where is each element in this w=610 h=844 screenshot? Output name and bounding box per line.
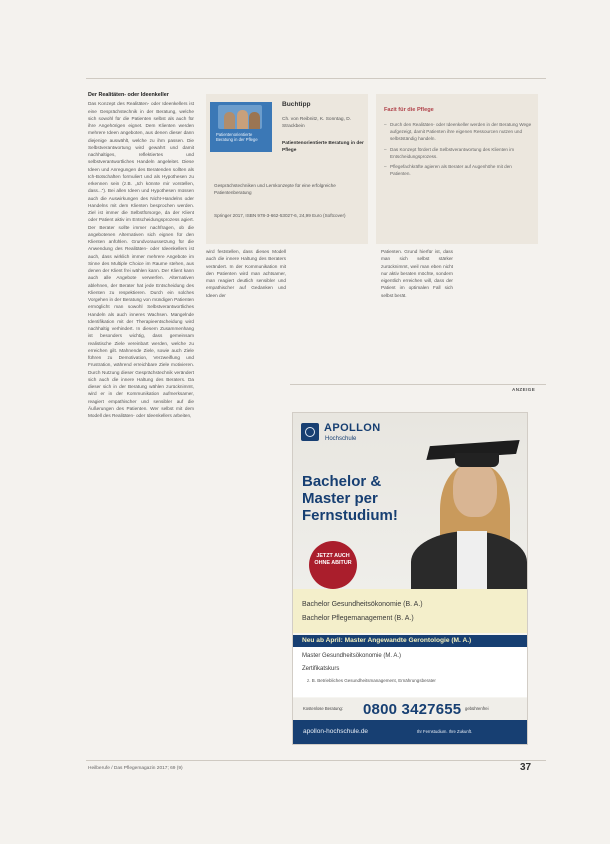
footer-rule xyxy=(86,760,546,761)
book-cover-title: Patientenorientierte Beratung in der Pflege xyxy=(216,132,258,142)
ad-headline xyxy=(302,473,420,524)
ad-graduate-face xyxy=(453,461,497,517)
ad-headline-line: Fernstudium! xyxy=(302,507,398,524)
ad-program: Master Gesundheitsökonomie (M. A.) xyxy=(302,653,402,659)
page-number: 37 xyxy=(520,762,532,773)
section-heading: Der Realitäten- oder Ideenkeller xyxy=(88,92,169,98)
top-rule xyxy=(86,78,546,79)
footer-journal: Heilberufe / Das Pflegemagazin 2017; 69 (9) xyxy=(88,766,183,771)
ad-phone-number[interactable]: 0800 3427655 xyxy=(363,701,462,718)
ad-brand-sub: Hochschule xyxy=(325,436,357,442)
fazit-box xyxy=(376,94,538,244)
ad-phone-note: gebührenfrei xyxy=(465,706,489,711)
buchtipp-box xyxy=(206,94,368,244)
ad-new-program: Neu ab April: Master Angewandte Gerontologie (M. A.) xyxy=(293,635,527,647)
ad-headline-line: Bachelor & xyxy=(302,473,382,490)
buchtipp-title: Buchtipp xyxy=(282,101,311,108)
book-publisher: Springer 2017, ISBN 978-3-662-53027-6, 24,99 Euro (Softcover) xyxy=(214,213,346,218)
ad-phone-label: Kostenlose Beratung: xyxy=(303,706,344,711)
middle-text-col2: Patienten. Grund hierfür ist, dass man sich selbst stärker zurücknimmt, weil man eben nicht nur aktiv beraten möchte, sondern eigentlich erreichen will, dass der Patient im optimalen Fall sich selbst berät. xyxy=(381,249,453,298)
left-column xyxy=(88,92,194,419)
book-title: Patientenorientierte Beratung in der Pflege xyxy=(282,141,364,154)
fazit-list xyxy=(384,121,532,180)
fazit-item: – Pflegefachkräfte agieren als Berater auf Augenhöhe mit den Patienten. xyxy=(384,163,532,177)
book-description: Gesprächstechniken und Lernkonzepte für eine erfolgreiche Patientenberatung xyxy=(214,183,336,196)
fazit-title: Fazit für die Pflege xyxy=(384,107,434,113)
advertisement[interactable] xyxy=(292,412,528,745)
left-column-body: Das Konzept des Realitäten- oder Ideenkellers ist eine Gesprächstechnik in der Beratung, welche sich sowohl für die Patienten selbst als auch für ihre Angehörigen eignet. Dem Klienten werden mehrere Ideen angeboten, aus denen dieser dann diejenige auswählt, welche zu ihm passen. Die Selbstverantwortung wird gewahrt und damit nachhaltiges, reflektiertes und selbstverantwortliches Handeln angeleitet. Diese Ideen und Anregungen des Beratenden sollten als Ich-Botschaften formuliert und als Hypothesen zu erkennen sein (z.B. „Ich könnte mir vorstellen, dass...“). Bei allen Ideen und Hypothesen müssen auch die Auswirkungen des Nicht-Handelns oder Handelns mit dem Klienten besprochen werden. Ziel ist immer die Selbstfürsorge, da der Klient oder Patient aktiv im Entscheidungsprozess agiert. Der Berater sollte immer nachfragen, ob die angebotenen Alternativen sich eignen für den Klienten anfühlen. Grundvoraussetzung für die Anwendung des Realitäten- oder Ideenkellers ist auch, dass wirklich immer mehrere Angebote im Sinne des Multiple Choice im Raume stehen, aus denen der Klient frei wählen kann. Der Klient kann auch alle Angebote verwerfen. Alternativen ablehnen, der Berater hat jede Entscheidung des Klienten zu respektieren. Durch ein solches Vorgehen in der Beratung von mündigen Patienten ermöglicht man sowohl Selbstverantwortliches Handeln als auch inneres Wachsen. Mangelnde Identifikation mit der Therapieentscheidung wird nachhaltig verhindert. In diesem Zusammenhang ist besonders wichtig, dass gemeinsam realistische Ziele vereinbart werden, welche zu erreichen gilt. Mahnende Ziele, sowie auch Ziele führen zu Demotivation, Verzweiflung und Frustration, während erreichbare Ziele motivieren. Durch Nutzung dieser Gesprächstechnik verändert sich auch die innere Haltung des Beraters. Da dieser sich in der Beratung wählen zurücknimmt, wird er in der Kommunikation aufmerksamer, reagiert empathischer und sensibler auf die Äußerungen des Patienten. Wer selbst mit dem Modell des Realitäten- oder Ideenkellers arbeiten, xyxy=(88,101,194,418)
ad-program-sub: z. B. Betriebliches Gesundheitsmanagement, Ernährungsberater xyxy=(307,678,436,683)
ad-headline-line: Master per xyxy=(302,490,378,507)
ad-program: Zertifikatskurs xyxy=(302,666,340,672)
ad-programs-2 xyxy=(293,647,527,697)
ad-programs xyxy=(293,589,527,633)
ad-footer xyxy=(293,720,527,744)
ad-program: Bachelor Pflegemanagement (B. A.) xyxy=(302,615,414,622)
ad-tagline: Ihr Fernstudium. Ihre Zukunft. xyxy=(417,729,473,734)
book-cover xyxy=(210,102,272,152)
graduation-cap-base xyxy=(455,453,499,467)
ad-phone-row[interactable] xyxy=(293,698,527,720)
apollon-logo-icon xyxy=(301,423,319,441)
ad-graduate-scarf xyxy=(457,531,487,591)
ad-badge: JETZT AUCH OHNE ABITUR xyxy=(309,541,357,589)
middle-text-col1: wird feststellen, dass dieses Modell auch die innere Haltung des Beraters verändert. In der Kommunikation mit den Patienten wird man achtsamer, man reagiert deutlich sensibler und empathischer auf Gedanken und Ideen der xyxy=(206,249,286,298)
ad-url-link[interactable]: apollon-hochschule.de xyxy=(303,728,369,735)
fazit-item: – Das Konzept fördert die Selbstverantwortung des Klienten im Entscheidungsprozess. xyxy=(384,146,532,160)
ad-brand: APOLLON xyxy=(324,422,381,434)
ad-rule xyxy=(290,384,546,385)
ad-label: ANZEIGE xyxy=(512,387,536,392)
fazit-item: – Durch den Realitäten- oder Ideenkeller werden in der Beratung Wege aufgezeigt, damit Patienten ihre eigenen Ressourcen nutzen und selbstständig handeln. xyxy=(384,121,532,143)
book-cover-photo xyxy=(218,105,262,129)
ad-program: Bachelor Gesundheitsökonomie (B. A.) xyxy=(302,601,423,608)
book-authors: Ch. von Reibnitz, K. Sonntag, D. Strackbein xyxy=(282,117,352,130)
